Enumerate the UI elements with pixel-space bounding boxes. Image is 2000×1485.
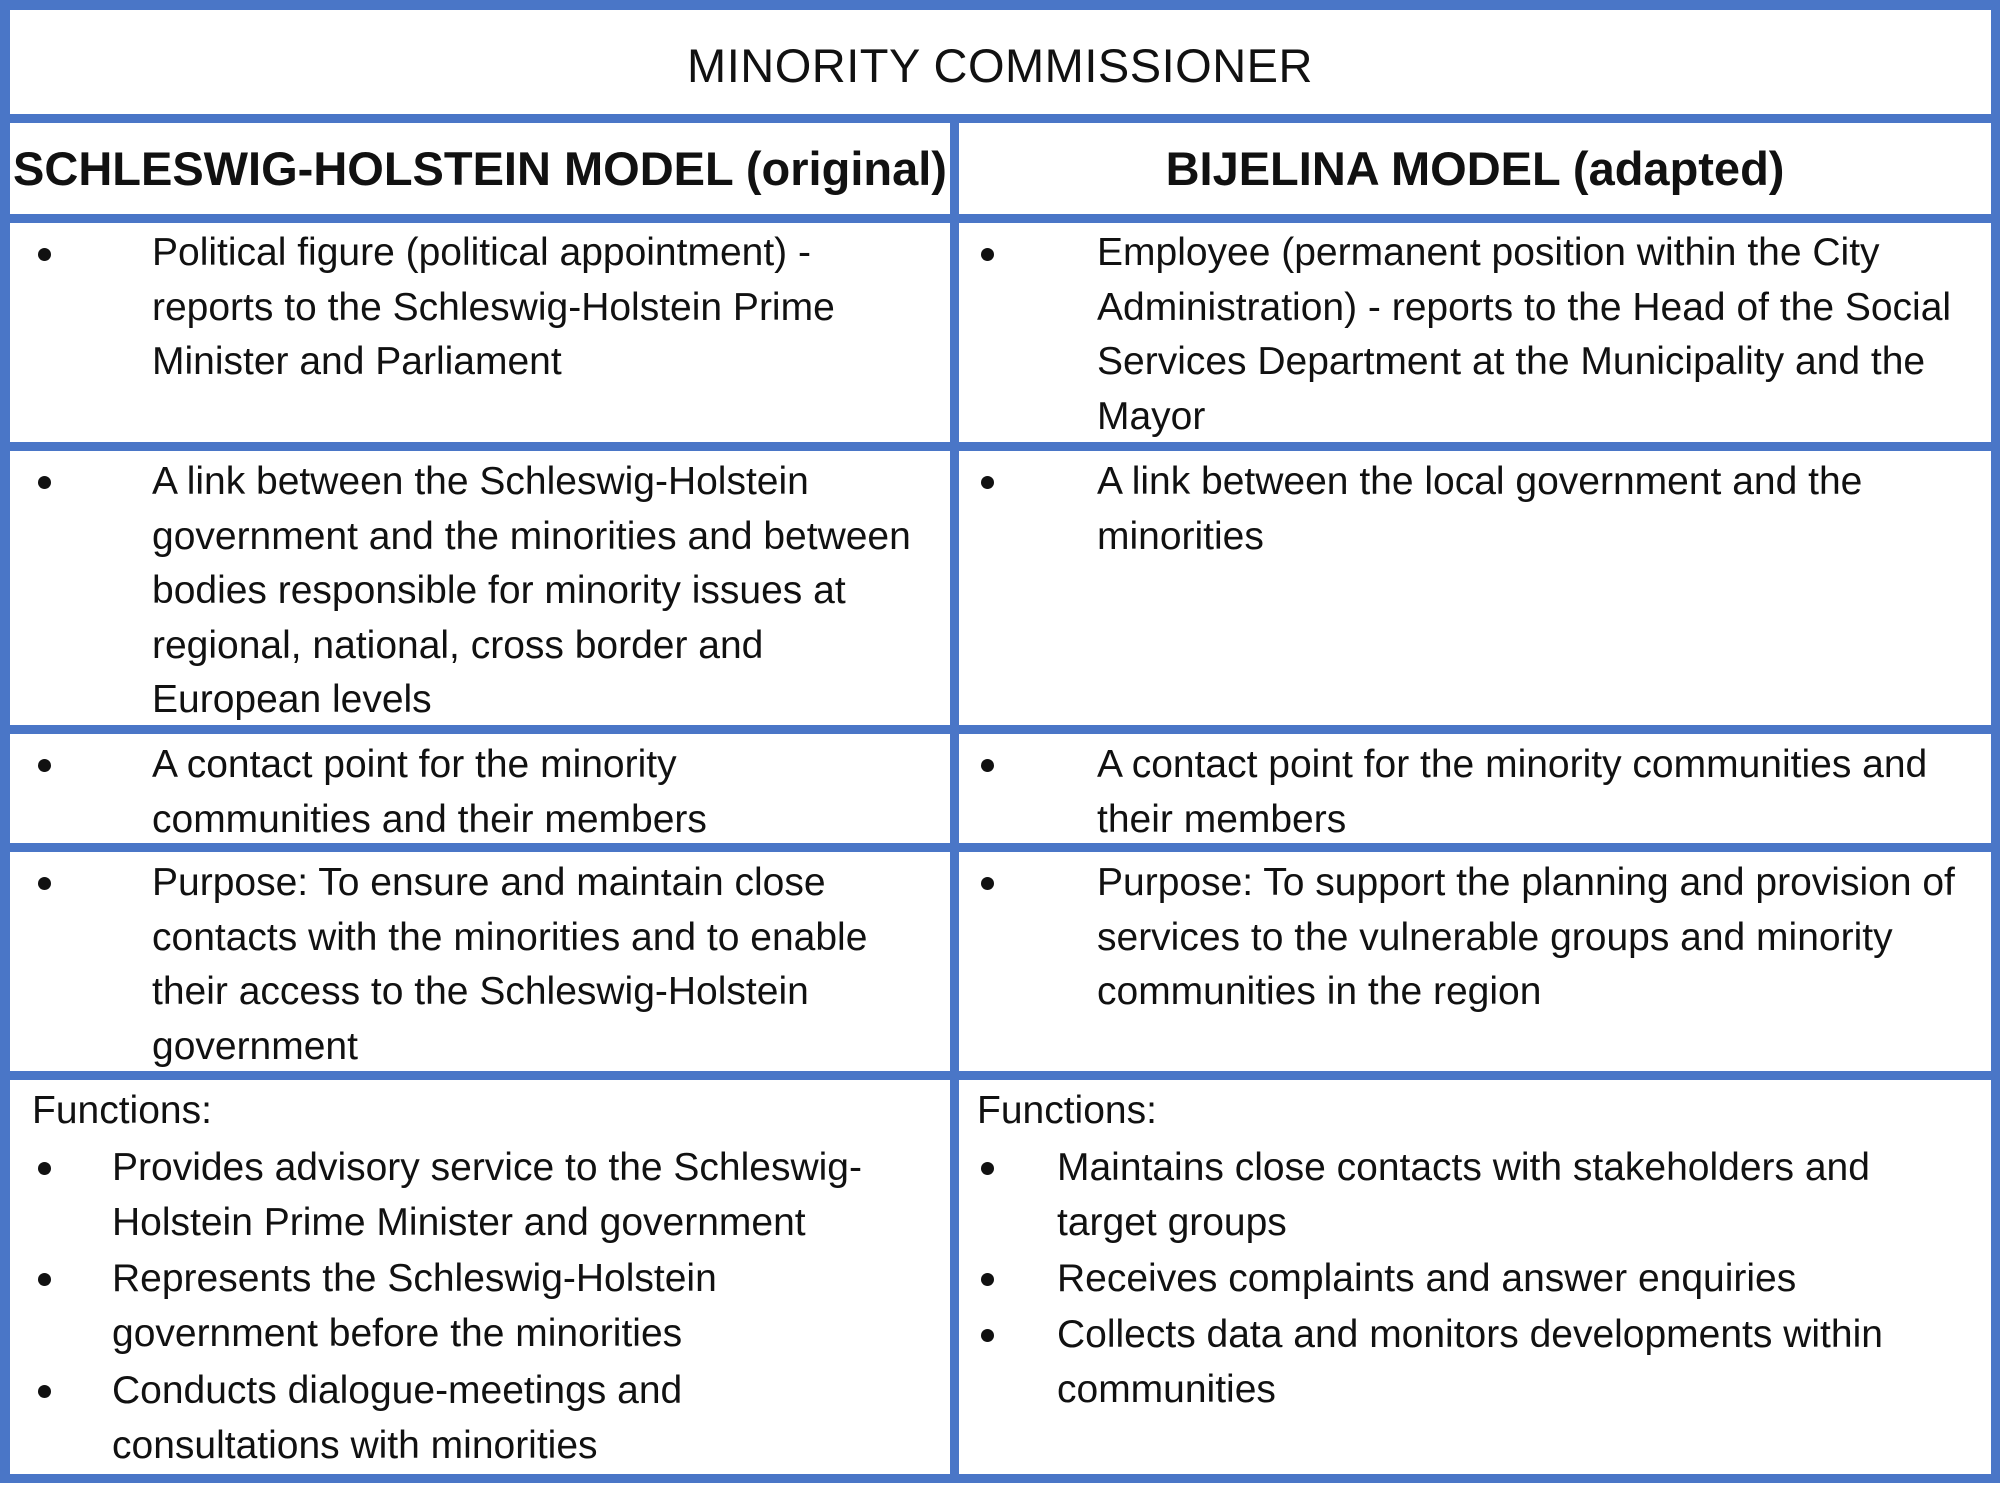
right-function-item: Receives complaints and answer enquiries — [1057, 1257, 1797, 1300]
bullet-icon — [981, 248, 994, 261]
table-border-bottom — [0, 1474, 2000, 1483]
left-row-4-text: Purpose: To ensure and maintain close contacts with the minorities and to enable their access to the Schleswig-Holstein government — [152, 861, 868, 1068]
table-border-left — [0, 0, 10, 1483]
table-title: MINORITY COMMISSIONER — [687, 38, 1313, 92]
bullet-icon — [38, 1273, 51, 1286]
right-row-3-text: A contact point for the minority communities and their members — [1097, 743, 1928, 841]
left-function-item: Provides advisory service to the Schleswig-Holstein Prime Minister and government — [112, 1146, 862, 1244]
table-border-right — [1991, 0, 2000, 1483]
bullet-icon — [38, 759, 51, 772]
right-function-item: Maintains close contacts with stakeholders and target groups — [1057, 1146, 1870, 1244]
left-functions-label: Functions: — [32, 1089, 212, 1132]
right-function-item: Collects data and monitors developments within communities — [1057, 1313, 1883, 1411]
table-border-top — [0, 0, 2000, 10]
left-row-1-text: Political figure (political appointment) - reports to the Schleswig-Holstein Prime Minister and Parliament — [152, 231, 835, 383]
left-function-item: Represents the Schleswig-Holstein government before the minorities — [112, 1257, 717, 1355]
bullet-icon — [981, 759, 994, 772]
bullet-icon — [38, 1162, 51, 1175]
right-functions-label: Functions: — [977, 1089, 1157, 1132]
right-column-header: BIJELINA MODEL (adapted) — [1165, 141, 1785, 195]
left-function-item: Conducts dialogue-meetings and consultations with minorities — [112, 1369, 683, 1467]
bullet-icon — [38, 248, 51, 261]
bullet-icon — [38, 1385, 51, 1398]
right-row-2-text: A link between the local government and the minorities — [1097, 460, 1863, 558]
left-row-2-text: A link between the Schleswig-Holstein government and the minorities and between bodies responsible for minority issues at regional, national, cross border and European levels — [152, 460, 911, 721]
right-row-4-text: Purpose: To support the planning and provision of services to the vulnerable groups and minority communities in the region — [1097, 861, 1955, 1013]
bullet-icon — [38, 877, 51, 890]
left-column-header: SCHLESWIG-HOLSTEIN MODEL (original) — [13, 141, 947, 195]
bullet-icon — [981, 1273, 994, 1286]
bullet-icon — [981, 1329, 994, 1342]
bullet-icon — [981, 476, 994, 489]
column-divider — [950, 114, 959, 1483]
bullet-icon — [981, 1162, 994, 1175]
left-row-3-text: A contact point for the minority communities and their members — [152, 743, 707, 841]
right-row-1-text: Employee (permanent position within the City Administration) - reports to the Head of the Social Services Department at the Municipality and the Mayor — [1097, 231, 1952, 438]
bullet-icon — [981, 877, 994, 890]
bullet-icon — [38, 476, 51, 489]
